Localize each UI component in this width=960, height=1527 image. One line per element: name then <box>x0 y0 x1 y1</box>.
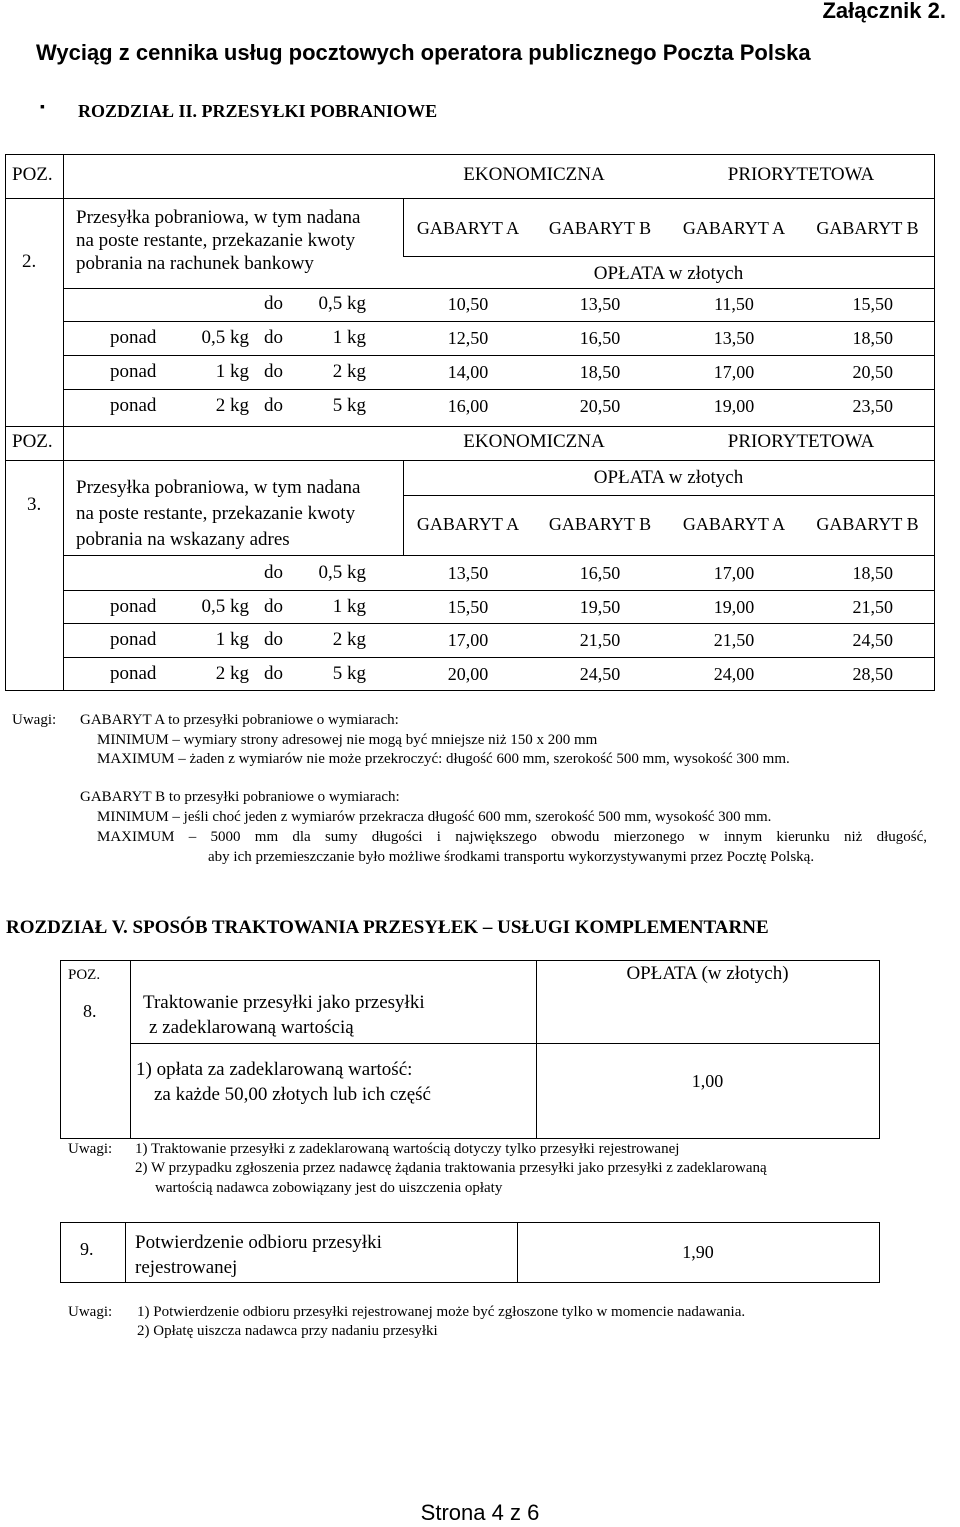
table-border <box>63 623 934 624</box>
price-cell: 1,90 <box>682 1242 714 1262</box>
item-description <box>76 206 360 275</box>
price-cell: 15,50 <box>447 597 489 617</box>
price-cell: 21,50 <box>852 597 893 617</box>
gabaryt-a-header: GABARYT A <box>682 218 786 238</box>
weight-value: 1 kg <box>215 629 249 650</box>
description-line: Traktowanie przesyłki jako przesyłki <box>143 992 425 1013</box>
chapter-2-title: ROZDZIAŁ II. PRZESYŁKI POBRANIOWE <box>78 101 438 121</box>
table-border <box>879 960 880 1139</box>
table-border <box>63 321 934 322</box>
price-cell: 12,50 <box>447 328 489 348</box>
weight-value: 2 kg <box>332 629 366 650</box>
table-border <box>125 1222 126 1283</box>
weight-word: do <box>264 663 283 684</box>
price-cell: 18,50 <box>852 328 893 348</box>
table-border <box>130 960 131 1139</box>
weight-value: 1 kg <box>332 327 366 348</box>
poz-header: POZ. <box>12 431 53 452</box>
table-border <box>879 1222 880 1283</box>
item-description <box>143 990 425 1040</box>
gabaryt-b-header: GABARYT B <box>816 218 919 238</box>
price-cell: 16,00 <box>447 396 489 416</box>
gabaryt-a-header: GABARYT A <box>416 514 520 534</box>
table-border <box>403 256 934 257</box>
price-cell: 24,00 <box>713 664 755 684</box>
table-border <box>5 198 935 199</box>
priorytetowa-header: PRIORYTETOWA <box>727 164 875 185</box>
weight-value: 2 kg <box>332 361 366 382</box>
weight-word: ponad <box>110 395 157 416</box>
notes-label: Uwagi: <box>68 1141 113 1157</box>
table-border <box>60 1222 880 1223</box>
table-border <box>5 460 935 461</box>
priorytetowa-header: PRIORYTETOWA <box>727 431 875 452</box>
table-border <box>934 154 935 691</box>
gabaryt-b-header: GABARYT B <box>816 514 919 534</box>
poz-header: POZ. <box>68 967 101 983</box>
item-description <box>135 1230 382 1280</box>
table-border <box>5 154 6 691</box>
table-border <box>5 690 935 691</box>
table-border <box>60 1138 880 1139</box>
oplata-header: OPŁATA (w złotych) <box>626 963 789 984</box>
table-border <box>63 590 934 591</box>
table-border <box>63 555 934 556</box>
note-line: 2) Opłatę uiszcza nadawca przy nadaniu przesyłki <box>137 1323 438 1339</box>
weight-word: do <box>264 562 283 583</box>
note-line: MINIMUM – wymiary strony adresowej nie mogą być mniejsze niż 150 x 200 mm <box>97 732 598 748</box>
description-line: Przesyłka pobraniowa, w tym nadana <box>76 207 361 228</box>
table-border <box>536 960 537 1139</box>
price-cell: 24,50 <box>579 664 621 684</box>
description-line: Potwierdzenie odbioru przesyłki <box>135 1232 382 1253</box>
price-cell: 19,00 <box>713 396 755 416</box>
note-line: MAXIMUM – żaden z wymiarów nie może przekroczyć: długość 600 mm, szerokość 500 mm, wysokość 300 mm. <box>97 751 790 767</box>
weight-word: do <box>264 629 283 650</box>
gabaryt-b-header: GABARYT B <box>548 218 652 238</box>
note-line: 1) Potwierdzenie odbioru przesyłki rejestrowanej może być zgłoszone tylko w momencie nadawania. <box>137 1304 746 1320</box>
table-border <box>60 1222 61 1283</box>
ekonomiczna-header: EKONOMICZNA <box>463 164 605 185</box>
note-line: wartością nadawca zobowiązany jest do uiszczenia opłaty <box>155 1180 503 1196</box>
item-number: 2. <box>22 251 37 272</box>
price-cell: 11,50 <box>714 294 754 314</box>
table-border <box>63 288 934 289</box>
weight-word: ponad <box>110 327 157 348</box>
item-description <box>76 475 360 553</box>
gabaryt-b-header: GABARYT B <box>548 514 652 534</box>
note-line: MAXIMUM – 5000 mm dla sumy długości i największego obwodu mierzonego w innym kierunku niż długość, <box>97 829 927 845</box>
weight-value: 0,5 kg <box>201 327 249 348</box>
weight-value: 5 kg <box>332 395 366 416</box>
price-cell: 17,00 <box>713 362 755 382</box>
price-cell: 28,50 <box>852 664 893 684</box>
notes-label: Uwagi: <box>12 712 57 728</box>
weight-value: 1 kg <box>215 361 249 382</box>
annex-label: Załącznik 2. <box>822 0 946 23</box>
table-border <box>63 154 64 691</box>
weight-value: 5 kg <box>332 663 366 684</box>
price-cell: 13,50 <box>713 328 755 348</box>
table-border <box>60 1282 880 1283</box>
weight-word: do <box>264 327 283 348</box>
price-cell: 18,50 <box>852 563 893 583</box>
weight-value: 0,5 kg <box>201 596 249 617</box>
weight-word: do <box>264 361 283 382</box>
price-cell: 21,50 <box>713 630 755 650</box>
page-title: Wyciąg z cennika usług pocztowych operatora publicznego Poczta Polska <box>36 40 811 65</box>
gabaryt-a-header: GABARYT A <box>682 514 786 534</box>
weight-word: do <box>264 596 283 617</box>
weight-value: 0,5 kg <box>318 562 366 583</box>
weight-word: ponad <box>110 361 157 382</box>
table-border <box>60 960 880 961</box>
note-line: 2) W przypadku zgłoszenia przez nadawcę żądania traktowania przesyłki jako przesyłki z zadeklarowaną <box>135 1160 767 1176</box>
poz-header: POZ. <box>12 164 53 185</box>
table-border <box>130 1043 880 1044</box>
price-cell: 21,50 <box>579 630 621 650</box>
price-cell: 19,00 <box>713 597 755 617</box>
gabaryt-a-header: GABARYT A <box>416 218 520 238</box>
table-border <box>403 495 934 496</box>
price-cell: 20,50 <box>852 362 893 382</box>
table-border <box>63 355 934 356</box>
price-cell: 17,00 <box>713 563 755 583</box>
weight-value: 0,5 kg <box>318 293 366 314</box>
description-line: z zadeklarowaną wartością <box>149 1017 354 1038</box>
item-number: 8. <box>83 1001 97 1021</box>
description-line: pobrania na wskazany adres <box>76 529 290 550</box>
weight-word: do <box>264 395 283 416</box>
item-number: 3. <box>27 494 42 515</box>
weight-value: 2 kg <box>215 395 249 416</box>
price-cell: 17,00 <box>447 630 489 650</box>
ekonomiczna-header: EKONOMICZNA <box>463 431 605 452</box>
table-border <box>60 960 61 1139</box>
table-border <box>5 154 935 155</box>
oplata-header: OPŁATA w złotych <box>593 467 744 488</box>
description-line: Przesyłka pobraniowa, w tym nadana <box>76 477 361 498</box>
note-line: GABARYT B to przesyłki pobraniowe o wymiarach: <box>80 789 400 805</box>
page-number: Strona 4 z 6 <box>420 1500 540 1525</box>
price-cell: 23,50 <box>852 396 893 416</box>
price-cell: 13,50 <box>579 294 621 314</box>
price-cell: 20,00 <box>447 664 489 684</box>
weight-word: do <box>264 293 283 314</box>
weight-word: ponad <box>110 663 157 684</box>
weight-word: ponad <box>110 596 157 617</box>
table-border <box>63 657 934 658</box>
price-cell: 24,50 <box>852 630 893 650</box>
note-line: aby ich przemieszczanie było możliwe środkami transportu wykorzystywanymi przez Pocztę Polską. <box>208 849 815 865</box>
price-cell: 16,50 <box>579 328 621 348</box>
price-cell: 14,00 <box>447 362 489 382</box>
price-cell: 13,50 <box>447 563 489 583</box>
price-cell: 18,50 <box>579 362 621 382</box>
description-line: 1) opłata za zadeklarowaną wartość: <box>136 1059 413 1080</box>
description-line: na poste restante, przekazanie kwoty <box>76 503 356 524</box>
oplata-header: OPŁATA w złotych <box>593 263 744 284</box>
price-cell: 16,50 <box>579 563 621 583</box>
description-line: na poste restante, przekazanie kwoty <box>76 230 356 251</box>
price-cell: 15,50 <box>852 294 893 314</box>
table-border <box>63 389 934 390</box>
sub-description <box>136 1057 431 1107</box>
description-line: pobrania na rachunek bankowy <box>76 253 314 274</box>
weight-word: ponad <box>110 629 157 650</box>
note-line: MINIMUM – jeśli choć jeden z wymiarów przekracza długość 600 mm, szerokość 500 mm, wysokość 300 mm. <box>97 809 772 825</box>
price-cell: 1,00 <box>691 1071 724 1091</box>
table-border <box>5 426 935 427</box>
chapter-5-title: ROZDZIAŁ V. SPOSÓB TRAKTOWANIA PRZESYŁEK – USŁUGI KOMPLEMENTARNE <box>6 917 769 938</box>
bullet-icon: ▪ <box>40 100 45 115</box>
notes-label: Uwagi: <box>68 1304 113 1320</box>
weight-value: 1 kg <box>332 596 366 617</box>
weight-value: 2 kg <box>215 663 249 684</box>
price-cell: 19,50 <box>579 597 621 617</box>
note-line: GABARYT A to przesyłki pobraniowe o wymiarach: <box>80 712 399 728</box>
note-line: 1) Traktowanie przesyłki z zadeklarowaną wartością dotyczy tylko przesyłki rejestrowanej <box>135 1141 680 1157</box>
price-cell: 10,50 <box>447 294 489 314</box>
item-number: 9. <box>80 1239 94 1259</box>
description-line: rejestrowanej <box>135 1257 238 1278</box>
description-line: za każde 50,00 złotych lub ich część <box>154 1084 431 1105</box>
price-cell: 20,50 <box>579 396 621 416</box>
